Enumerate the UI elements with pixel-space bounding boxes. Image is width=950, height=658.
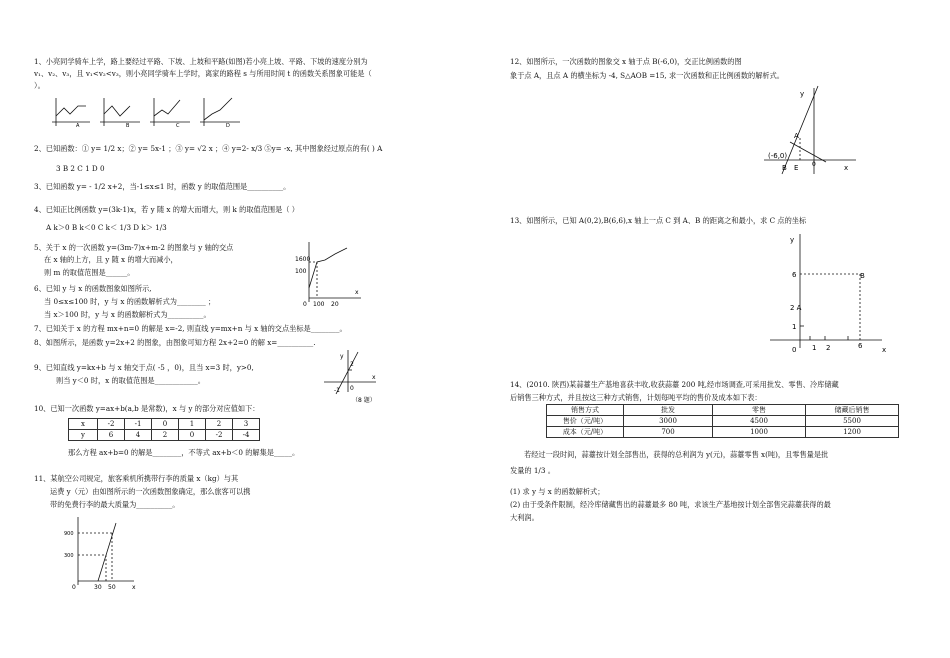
table-header: 零售 — [713, 405, 806, 416]
q1-choice-a: A — [76, 123, 80, 129]
table-row — [547, 405, 899, 416]
q13-graph — [770, 230, 890, 356]
q5-line3: 则 m 的取值范围是______。 — [44, 268, 135, 277]
q1-graphs — [50, 96, 250, 128]
q12-line2: 象于点 A，且点 A 的横坐标为 -4, S△AOB =15, 求一次函数和正比例函数的解析式。 — [510, 71, 784, 80]
table-cell: 4 — [125, 430, 152, 441]
table-cell: y — [69, 430, 98, 441]
q2-line2: 3 B 2 C 1 D 0 — [56, 164, 105, 173]
q11-line1: 11、某航空公司规定，旅客乘机所携带行李的质量 x（kg）与其 — [34, 474, 239, 483]
q14-line1: 14、(2010. 陕西)某蒜薹生产基地喜获丰收,收获蒜薹 200 吨,经市场调查,可采用批发、零售、冷库储藏 — [510, 380, 839, 389]
q12-origin: 0 — [812, 161, 816, 168]
q11-x30: 30 — [94, 584, 102, 591]
q1-line3: ）。 — [34, 81, 45, 90]
q6-x20: 20 — [331, 301, 339, 308]
q8-x-minus1: -1 — [334, 387, 340, 394]
q14-line2: 后销售三种方式，并且按这三种方式销售，计划每吨平均的售价及成本如下表： — [510, 393, 762, 402]
q7: 7、已知关于 x 的方程 mx+n=0 的解是 x=-2, 则直线 y=mx+n 与 x 轴的交点坐标是________。 — [34, 324, 347, 333]
q3: 3、已知函数 y= - 1/2 x+2，当-1≤x≤1 时，函数 y 的取值范围是__________。 — [34, 182, 291, 191]
table-cell: 3 — [233, 419, 260, 430]
q14-sub2: (2) 由于受条件限制，经冷库储藏售出的蒜薹最多 80 吨，求该生产基地按计划全部售完蒜薹获得的最 — [510, 500, 831, 509]
table-cell: 1000 — [713, 427, 806, 438]
table-row — [547, 416, 899, 427]
q10-table — [68, 418, 260, 441]
q13-x2: 2 — [826, 344, 831, 352]
q13-y-label: y — [790, 236, 795, 244]
q8-origin: 0 — [350, 385, 354, 392]
table-cell: -1 — [125, 419, 152, 430]
q8-y2: 2 — [350, 361, 354, 368]
table-cell: 4500 — [713, 416, 806, 427]
q6-y100: 100 — [295, 268, 307, 275]
q11-x50: 50 — [108, 584, 116, 591]
table-cell: -4 — [233, 430, 260, 441]
q13-point-a: 2 A — [790, 304, 802, 312]
q12-line1: 12、如图所示，一次函数的图象交 x 轴于点 B(-6,0)，交正比例函数的图 — [510, 57, 742, 66]
table-cell: x — [69, 419, 98, 430]
q12-point-a: A — [794, 132, 799, 140]
q4-choices: A k＞0 B k＜0 C k＜ 1/3 D k＞ 1/3 — [46, 223, 167, 232]
q14-line4: 发量的 1/3 。 — [510, 466, 555, 475]
table-cell: 2 — [152, 430, 179, 441]
q13-x6: 6 — [858, 342, 863, 350]
q14-sub3: 大利润。 — [510, 513, 539, 522]
q8-graph — [322, 348, 380, 406]
q9-line2: 则当 y＜0 时，x 的取值范围是____________。 — [56, 376, 205, 385]
q14-table — [546, 404, 899, 438]
q11-y900: 900 — [64, 531, 74, 537]
q13-x1: 1 — [812, 344, 817, 352]
table-cell: -2 — [98, 419, 125, 430]
table-row — [547, 427, 899, 438]
q11-y300: 300 — [64, 553, 74, 559]
q13-point-b: B — [860, 272, 865, 280]
q13-x-label: x — [882, 346, 887, 354]
q11-origin: 0 — [72, 584, 76, 591]
q1-line2: v₁、v₂、v₃，且 v₁<v₂<v₃，则小亮同学骑车上学时，离家的路程 s 与所用时间 t 的函数关系图象可能是（ — [34, 69, 372, 78]
q13: 13、如图所示，已知 A(0,2),B(6,6),x 轴上一点 C 到 A、B 的距离之和最小，求 C 点的坐标 — [510, 216, 807, 225]
q13-y1: 1 — [792, 323, 797, 331]
q11-x-label: x — [132, 584, 136, 591]
q8-x-label: x — [372, 374, 376, 381]
table-cell: 6 — [98, 430, 125, 441]
q6-origin: 0 — [303, 301, 307, 308]
table-cell: 0 — [152, 419, 179, 430]
q1-choice-b: B — [126, 123, 130, 129]
q10-line1: 10、已知一次函数 y=ax+b(a,b 是常数)，x 与 y 的部分对应值如下： — [34, 404, 260, 413]
q11-line2: 运费 y（元）由如图所示的一次函数图象确定，那么旅客可以携 — [50, 487, 251, 496]
table-cell: 3000 — [624, 416, 713, 427]
q11-graph — [54, 515, 144, 591]
table-cell: 售价（元/吨） — [547, 416, 624, 427]
q1-line1: 1、小亮同学骑车上学，路上要经过平路、下坡、上坡和平路(如图)若小亮上坡、平路、下坡的速度分别为 — [34, 57, 368, 66]
q6-x100: 100 — [313, 301, 325, 308]
table-row — [69, 430, 260, 441]
table-cell: 2 — [206, 419, 233, 430]
q4: 4、已知正比例函数 y=(3k-1)x，若 y 随 x 的增大而增大，则 k 的取值范围是（ ） — [34, 205, 299, 214]
q8: 8、如图所示，是函数 y=2x+2 的图象，由图象可知方程 2x+2=0 的解 x=__________. — [34, 338, 316, 347]
q12-point-b: B — [782, 164, 787, 172]
q10-line2: 那么方程 ax+b=0 的解是________，不等式 ax+b＜0 的解集是_____。 — [68, 448, 300, 457]
table-cell: 0 — [179, 430, 206, 441]
q9-caption: （8 题） — [352, 397, 376, 404]
table-header: 储藏后销售 — [806, 405, 899, 416]
table-cell: 1 — [179, 419, 206, 430]
q6-graph — [295, 240, 365, 308]
table-header: 销售方式 — [547, 405, 624, 416]
q6-x-label: x — [355, 289, 359, 296]
table-row — [69, 419, 260, 430]
q6-line3: 当 x＞100 时，y 与 x 的函数解析式为__________。 — [44, 310, 211, 319]
q8-y-label: y — [340, 353, 344, 360]
q13-y6: 6 — [792, 271, 797, 279]
q6-y1600: 1600 — [295, 256, 311, 263]
table-header: 批发 — [624, 405, 713, 416]
q12-point-coord: (-6,0) — [768, 152, 788, 160]
table-cell: 1200 — [806, 427, 899, 438]
q14-line3: 若经过一段时间，蒜薹按计划全部售出，获得的总利润为 y(元)，蒜薹零售 x(吨)，且零售量是批 — [524, 450, 829, 459]
q12-point-e: E — [794, 164, 799, 172]
q2-line1: 2、已知函数：① y= 1/2 x；② y= 5x-1 ；③ y= √2 x ；④ y=2- x/3 ⑤y= -x, 其中图象经过原点的有( ) A — [34, 144, 383, 153]
table-cell: 700 — [624, 427, 713, 438]
table-cell: 成本（元/吨） — [547, 427, 624, 438]
table-cell: -2 — [206, 430, 233, 441]
q11-line3: 带的免费行李的最大质量为__________。 — [50, 500, 180, 509]
q1-choice-c: C — [176, 123, 180, 129]
q1-choice-d: D — [226, 123, 230, 129]
q14-sub1: (1) 求 y 与 x 的函数解析式； — [510, 487, 605, 496]
q12-x-label: x — [844, 164, 849, 172]
q5-line2: 在 x 轴的上方，且 y 随 x 的增大而减小， — [44, 255, 178, 264]
q12-y-label: y — [800, 90, 805, 98]
q13-origin: 0 — [792, 346, 797, 354]
q6-line2: 当 0≤x≤100 时，y 与 x 的函数解析式为________ ； — [44, 297, 216, 306]
q6-line1: 6、已知 y 与 x 的函数图象如图所示, — [34, 284, 152, 293]
q12-graph — [760, 82, 870, 178]
table-cell: 5500 — [806, 416, 899, 427]
q5-line1: 5、关于 x 的一次函数 y=(3m-7)x+m-2 的图象与 y 轴的交点 — [34, 243, 234, 252]
q9-line1: 9、已知直线 y=kx+b 与 x 轴交于点( -5 ，0)，且当 x=3 时，y>0, — [34, 363, 254, 372]
